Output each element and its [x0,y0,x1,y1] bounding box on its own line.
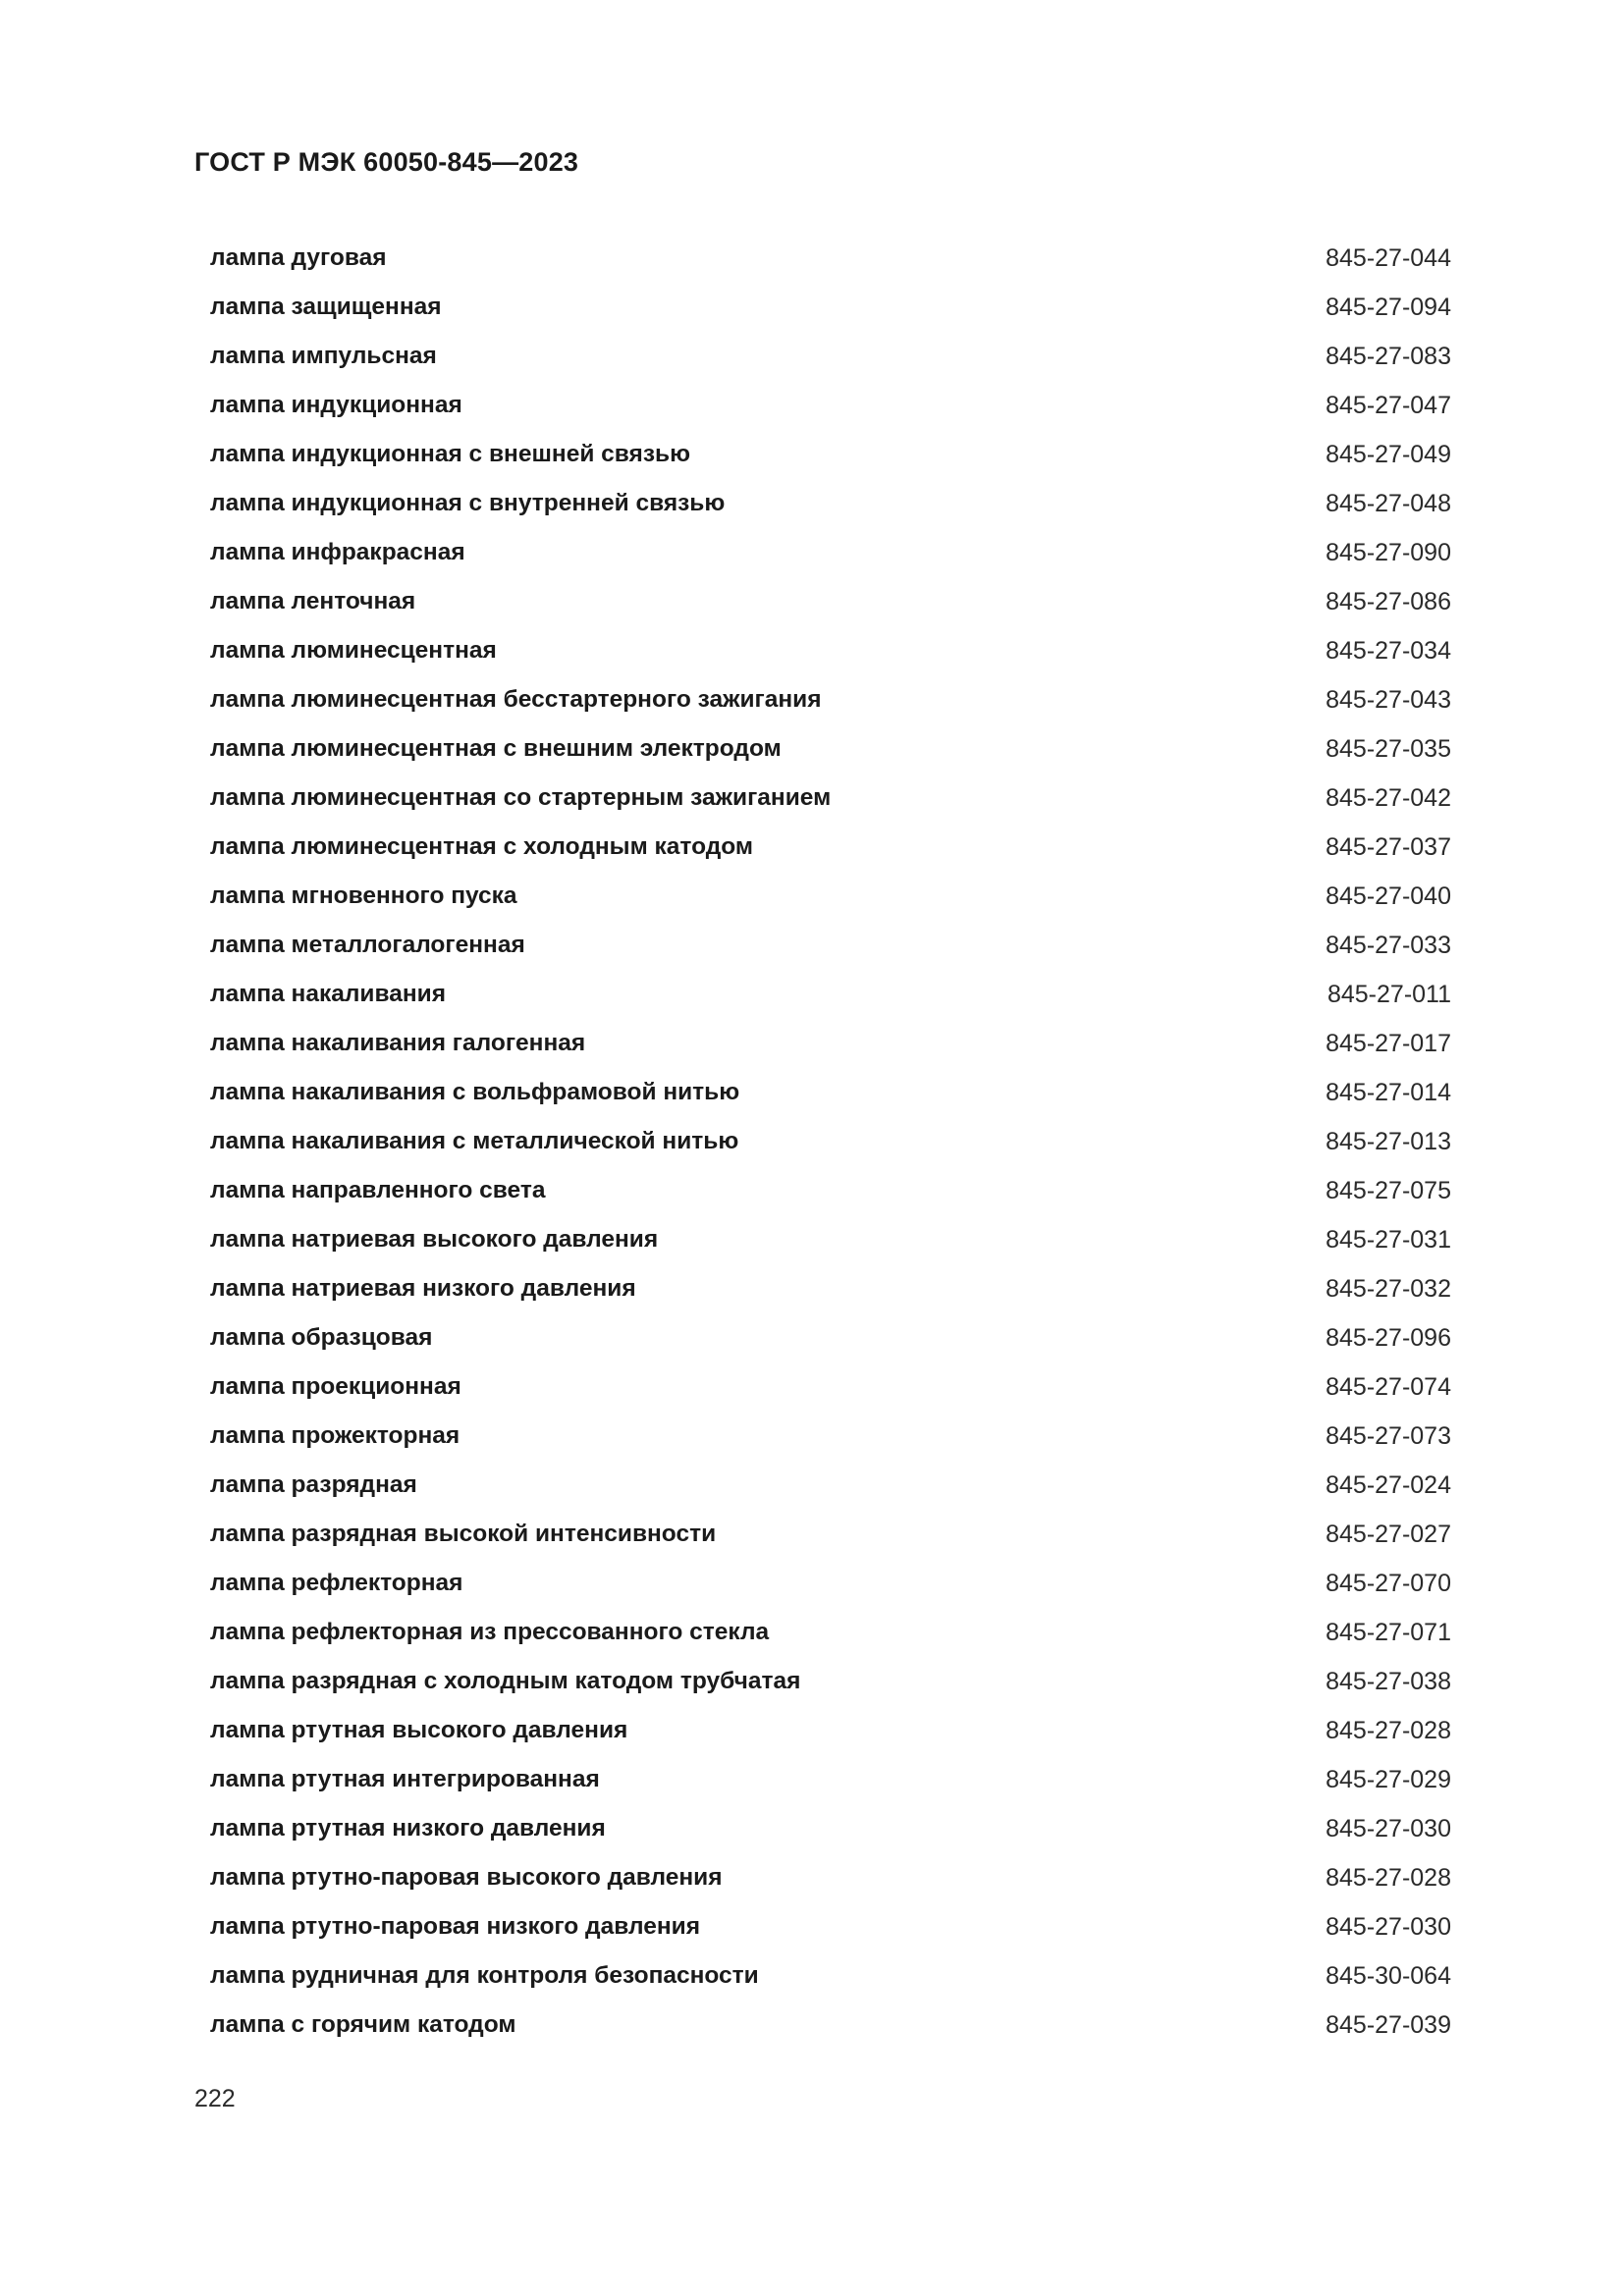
index-term: лампа накаливания галогенная [210,1030,586,1056]
index-term-code: 845-27-075 [1326,1177,1451,1204]
index-entry [210,2001,1451,2050]
index-term: лампа мгновенного пуска [210,882,517,909]
index-term-code: 845-27-035 [1326,735,1451,763]
index-term-code: 845-27-034 [1326,637,1451,665]
index-entry [210,823,1451,872]
index-term-code: 845-27-040 [1326,882,1451,910]
index-term-code: 845-27-070 [1326,1570,1451,1597]
index-entry [210,774,1451,823]
page-number: 222 [194,2085,236,2112]
index-term: лампа образцовая [210,1324,433,1351]
index-entry [210,1559,1451,1608]
index-entry [210,1362,1451,1412]
index-term: лампа люминесцентная [210,637,497,664]
index-term: лампа люминесцентная бесстартерного зажигания [210,686,822,713]
index-term: лампа натриевая высокого давления [210,1226,659,1253]
index-entry [210,1264,1451,1313]
index-term: лампа металлогалогенная [210,932,525,958]
term-index-list [210,234,1451,2050]
index-entry [210,234,1451,283]
index-term: лампа ртутная низкого давления [210,1815,606,1842]
index-entry [210,1019,1451,1068]
index-term: лампа рудничная для контроля безопасности [210,1962,759,1989]
index-term: лампа рефлекторная из прессованного стекла [210,1619,770,1645]
index-entry [210,1166,1451,1215]
index-term: лампа импульсная [210,343,437,369]
index-term: лампа инфракрасная [210,539,465,565]
index-term-code: 845-27-024 [1326,1471,1451,1499]
index-term-code: 845-27-094 [1326,294,1451,321]
index-term: лампа прожекторная [210,1422,460,1449]
index-term-code: 845-27-017 [1326,1030,1451,1057]
index-entry [210,577,1451,626]
index-entry [210,1608,1451,1657]
index-entry [210,332,1451,381]
index-term: лампа люминесцентная со стартерным зажиганием [210,784,832,811]
index-entry [210,970,1451,1019]
index-term-code: 845-27-033 [1326,932,1451,959]
index-term-code: 845-27-039 [1326,2011,1451,2039]
index-term: лампа проекционная [210,1373,461,1400]
index-entry [210,921,1451,970]
index-term: лампа с горячим катодом [210,2011,516,2038]
index-entry [210,1706,1451,1755]
index-term: лампа люминесцентная с внешним электродом [210,735,782,762]
index-term-code: 845-27-014 [1326,1079,1451,1106]
index-entry [210,724,1451,774]
index-term: лампа разрядная высокой интенсивности [210,1521,717,1547]
index-term-code: 845-27-037 [1326,833,1451,861]
index-entry [210,626,1451,675]
index-term: лампа индукционная с внешней связью [210,441,691,467]
index-entry [210,1902,1451,1951]
index-term-code: 845-27-030 [1326,1815,1451,1842]
index-term-code: 845-27-028 [1326,1864,1451,1892]
index-term-code: 845-27-044 [1326,244,1451,272]
index-term: лампа люминесцентная с холодным катодом [210,833,754,860]
index-entry [210,381,1451,430]
index-entry [210,1657,1451,1706]
index-term-code: 845-27-090 [1326,539,1451,566]
index-entry [210,1215,1451,1264]
index-entry [210,1461,1451,1510]
index-term: лампа накаливания с металлической нитью [210,1128,739,1154]
index-term-code: 845-27-031 [1326,1226,1451,1254]
index-term-code: 845-27-032 [1326,1275,1451,1303]
index-term-code: 845-27-047 [1326,392,1451,419]
index-term-code: 845-27-042 [1326,784,1451,812]
index-term-code: 845-27-027 [1326,1521,1451,1548]
index-entry [210,1853,1451,1902]
index-term: лампа ртутная интегрированная [210,1766,600,1792]
index-entry [210,1117,1451,1166]
index-term: лампа направленного света [210,1177,546,1203]
index-entry [210,1510,1451,1559]
index-term: лампа защищенная [210,294,442,320]
index-term-code: 845-27-028 [1326,1717,1451,1744]
index-term-code: 845-27-086 [1326,588,1451,615]
index-entry [210,675,1451,724]
index-entry [210,1951,1451,2001]
index-term-code: 845-27-030 [1326,1913,1451,1941]
index-term: лампа ртутно-паровая высокого давления [210,1864,723,1891]
index-entry [210,1412,1451,1461]
index-term: лампа накаливания [210,981,446,1007]
index-term-code: 845-27-043 [1326,686,1451,714]
index-entry [210,872,1451,921]
index-entry [210,1755,1451,1804]
index-term: лампа натриевая низкого давления [210,1275,636,1302]
index-term-code: 845-27-083 [1326,343,1451,370]
index-term: лампа индукционная с внутренней связью [210,490,726,516]
index-term: лампа разрядная с холодным катодом трубчатая [210,1668,801,1694]
index-term: лампа накаливания с вольфрамовой нитью [210,1079,740,1105]
index-term-code: 845-27-038 [1326,1668,1451,1695]
index-term-code: 845-27-096 [1326,1324,1451,1352]
index-term-code: 845-27-073 [1326,1422,1451,1450]
index-term: лампа ленточная [210,588,416,614]
index-entry [210,430,1451,479]
index-term: лампа дуговая [210,244,387,271]
index-term: лампа индукционная [210,392,462,418]
index-term-code: 845-27-049 [1326,441,1451,468]
index-entry [210,1804,1451,1853]
index-entry [210,283,1451,332]
index-term-code: 845-27-013 [1326,1128,1451,1155]
index-entry [210,479,1451,528]
index-term-code: 845-27-074 [1326,1373,1451,1401]
index-term-code: 845-27-011 [1326,981,1451,1008]
index-term-code: 845-27-071 [1326,1619,1451,1646]
index-term: лампа разрядная [210,1471,417,1498]
index-term-code: 845-27-048 [1326,490,1451,517]
index-term: лампа ртутно-паровая низкого давления [210,1913,700,1940]
index-entry [210,1068,1451,1117]
page-title: ГОСТ Р МЭК 60050-845—2023 [194,147,579,177]
index-term-code: 845-27-029 [1326,1766,1451,1793]
index-entry [210,1313,1451,1362]
index-term: лампа ртутная высокого давления [210,1717,628,1743]
index-term: лампа рефлекторная [210,1570,463,1596]
index-term-code: 845-30-064 [1326,1962,1451,1990]
index-entry [210,528,1451,577]
